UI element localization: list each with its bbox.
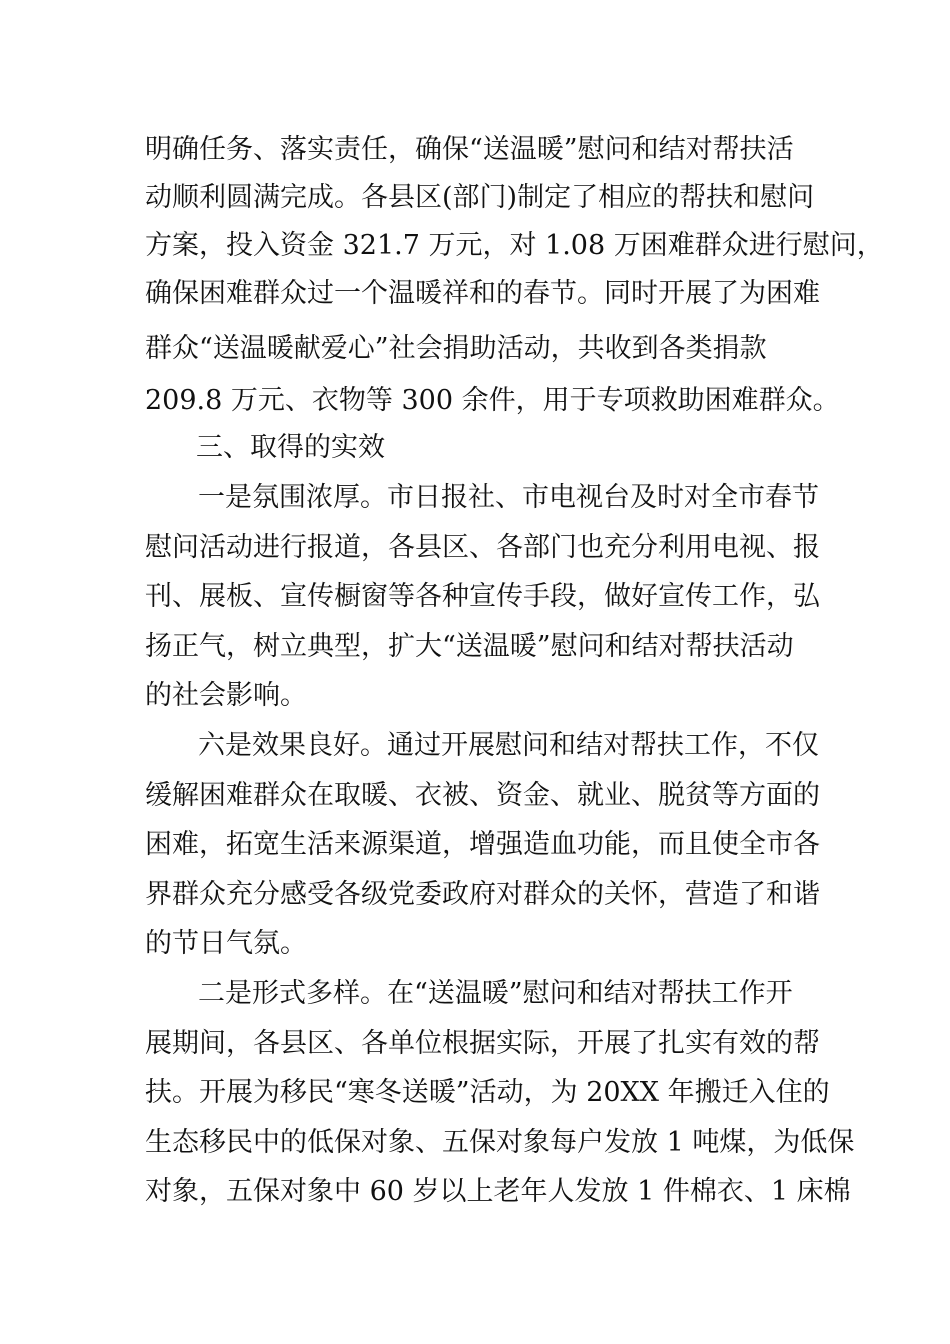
text-line-14: 缓解困难群众在取暖、衣被、资金、就业、脱贫等方面的: [145, 780, 820, 811]
text-line-13: 六是效果良好。通过开展慰问和结对帮扶工作，不仅: [198, 730, 819, 761]
text-line-3: 方案，投入资金 321.7 万元，对 1.08 万困难群众进行慰问，: [145, 230, 884, 261]
text-line-9: 慰问活动进行报道，各县区、各部门也充分利用电视、报: [145, 532, 820, 563]
text-line-16: 界群众充分感受各级党委政府对群众的关怀，营造了和谐: [145, 879, 820, 910]
text-line-5: 群众“送温暖献爱心”社会捐助活动，共收到各类捐款: [145, 333, 767, 364]
text-line-6: 209.8 万元、衣物等 300 余件，用于专项救助困难群众。: [145, 385, 840, 416]
text-line-19: 展期间，各县区、各单位根据实际，开展了扎实有效的帮: [145, 1028, 820, 1059]
text-line-20: 扶。开展为移民“寒冬送暖”活动，为 20XX 年搬迁入住的: [145, 1077, 830, 1108]
text-line-12: 的社会影响。: [145, 680, 307, 711]
text-line-2: 动顺利圆满完成。各县区(部门)制定了相应的帮扶和慰问: [145, 182, 815, 213]
text-line-21: 生态移民中的低保对象、五保对象每户发放 1 吨煤，为低保: [145, 1127, 855, 1158]
text-line-22: 对象，五保对象中 60 岁以上老年人发放 1 件棉衣、1 床棉: [145, 1176, 851, 1207]
section-heading: 三、取得的实效: [196, 432, 385, 463]
text-line-11: 扬正气，树立典型，扩大“送温暖”慰问和结对帮扶活动: [145, 631, 794, 662]
text-line-4: 确保困难群众过一个温暖祥和的春节。同时开展了为困难: [145, 278, 820, 309]
text-line-15: 困难，拓宽生活来源渠道，增强造血功能，而且使全市各: [145, 829, 820, 860]
text-line-10: 刊、展板、宣传橱窗等各种宣传手段，做好宣传工作，弘: [145, 581, 820, 612]
text-line-8: 一是氛围浓厚。市日报社、市电视台及时对全市春节: [198, 482, 819, 513]
text-line-18: 二是形式多样。在“送温暖”慰问和结对帮扶工作开: [198, 978, 793, 1009]
text-line-17: 的节日气氛。: [145, 928, 307, 959]
text-line-1: 明确任务、落实责任，确保“送温暖”慰问和结对帮扶活: [145, 134, 794, 165]
